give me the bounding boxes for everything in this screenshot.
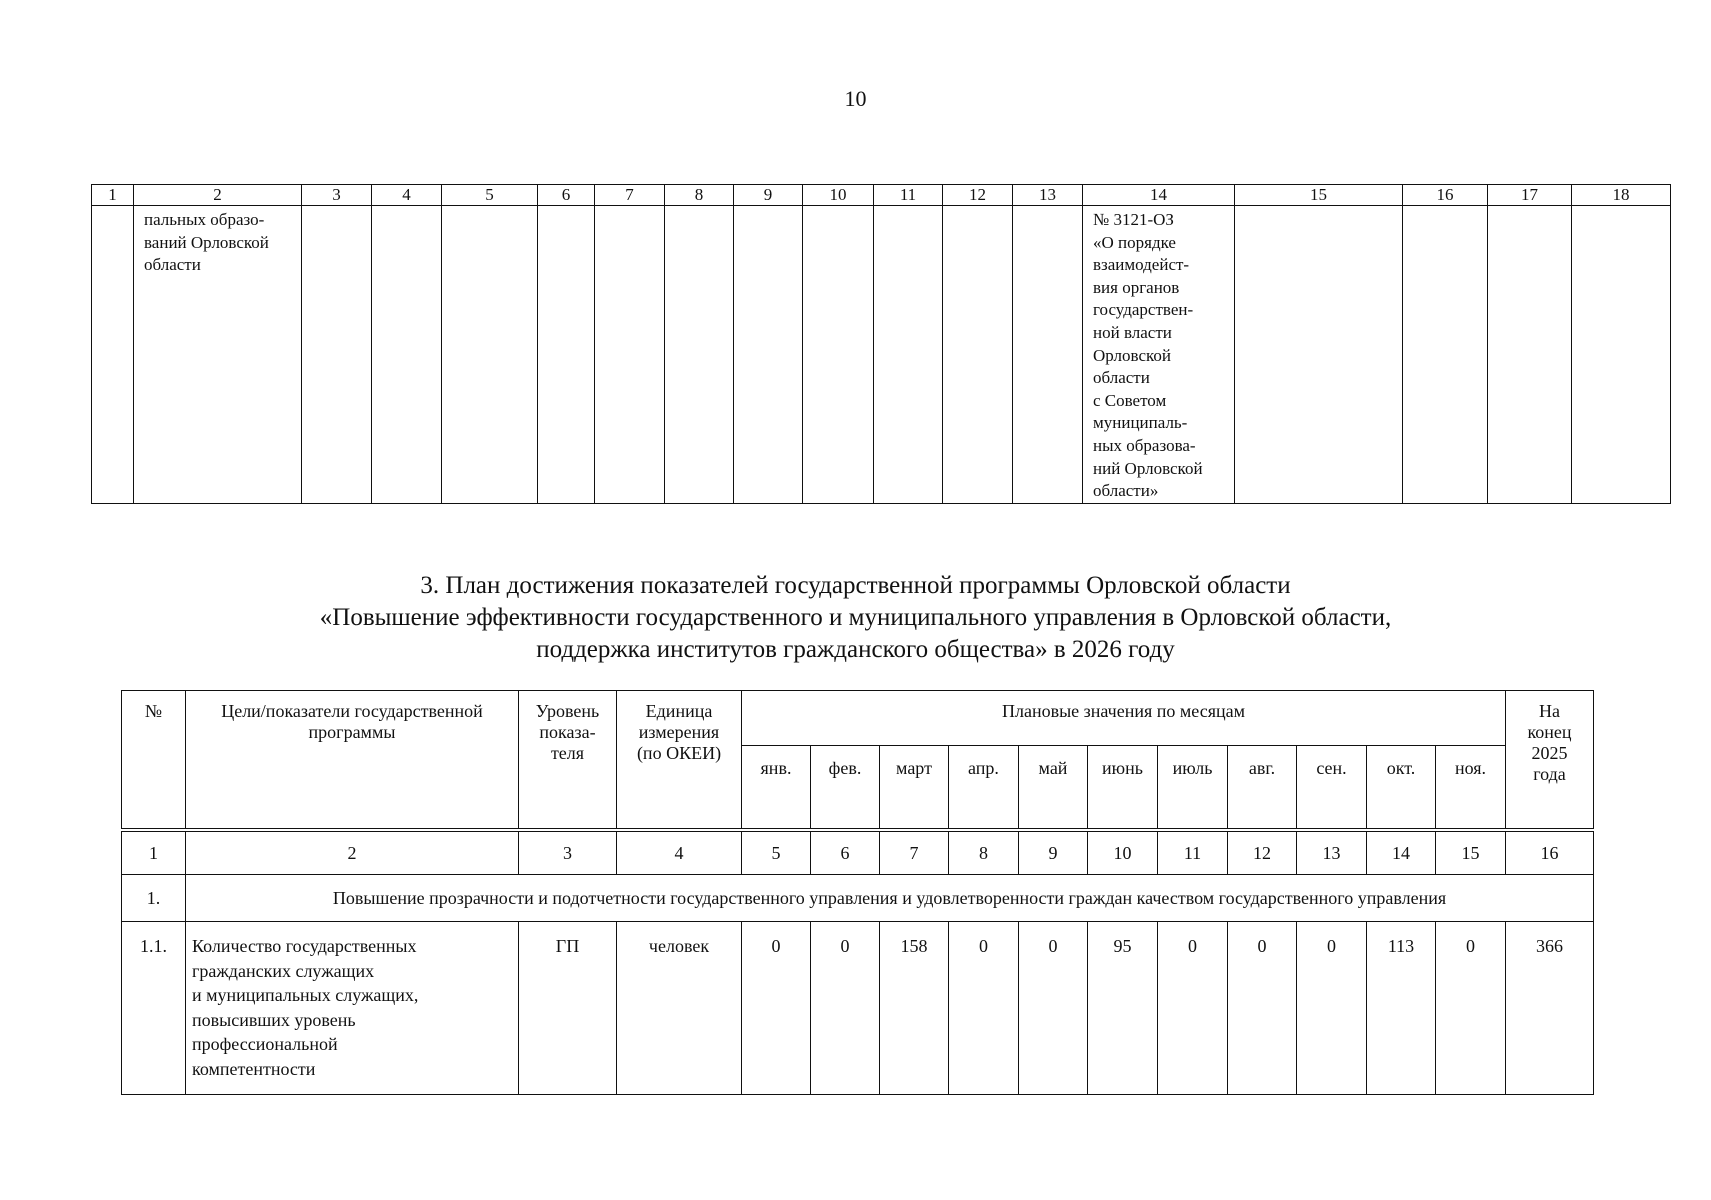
header-month: июль bbox=[1158, 746, 1228, 829]
column-number: 8 bbox=[665, 185, 734, 206]
cell bbox=[442, 206, 538, 504]
column-number: 6 bbox=[538, 185, 595, 206]
column-number: 10 bbox=[1088, 832, 1158, 875]
header-month: ноя. bbox=[1436, 746, 1506, 829]
column-number: 4 bbox=[372, 185, 442, 206]
column-number: 1 bbox=[92, 185, 134, 206]
column-number: 12 bbox=[1228, 832, 1297, 875]
page-number: 10 bbox=[844, 86, 867, 111]
column-number: 7 bbox=[595, 185, 665, 206]
section-title bbox=[0, 570, 1711, 666]
plan-header-row bbox=[122, 691, 1594, 746]
column-number: 13 bbox=[1013, 185, 1083, 206]
month-value: 95 bbox=[1088, 922, 1158, 1095]
plan-table bbox=[121, 690, 1594, 1095]
month-value: 113 bbox=[1367, 922, 1436, 1095]
header-month: окт. bbox=[1367, 746, 1436, 829]
month-value: 0 bbox=[1228, 922, 1297, 1095]
column-number: 2 bbox=[134, 185, 302, 206]
header-goals: Цели/показатели государственной программы bbox=[186, 691, 519, 829]
end-of-year-value: 366 bbox=[1506, 922, 1594, 1095]
column-number: 15 bbox=[1436, 832, 1506, 875]
column-number: 4 bbox=[617, 832, 742, 875]
continuation-body-row bbox=[92, 206, 1671, 504]
cell bbox=[1013, 206, 1083, 504]
month-value: 0 bbox=[742, 922, 811, 1095]
column-number: 14 bbox=[1367, 832, 1436, 875]
column-number: 2 bbox=[186, 832, 519, 875]
column-number: 12 bbox=[943, 185, 1013, 206]
column-number: 14 bbox=[1083, 185, 1235, 206]
header-monthly: Плановые значения по месяцам bbox=[742, 691, 1506, 746]
month-value: 0 bbox=[811, 922, 880, 1095]
header-month: апр. bbox=[949, 746, 1019, 829]
indicator-unit: человек bbox=[617, 922, 742, 1095]
column-number: 13 bbox=[1297, 832, 1367, 875]
cell bbox=[874, 206, 943, 504]
header-month: март bbox=[880, 746, 949, 829]
column-number: 11 bbox=[1158, 832, 1228, 875]
month-value: 0 bbox=[1158, 922, 1228, 1095]
cell bbox=[302, 206, 372, 504]
column-number: 5 bbox=[742, 832, 811, 875]
column-number: 7 bbox=[880, 832, 949, 875]
column-number: 8 bbox=[949, 832, 1019, 875]
goal-row bbox=[122, 875, 1594, 922]
continuation-table bbox=[91, 184, 1671, 504]
goal-number: 1. bbox=[122, 875, 186, 922]
cell bbox=[1572, 206, 1671, 504]
month-value: 0 bbox=[949, 922, 1019, 1095]
header-month: фев. bbox=[811, 746, 880, 829]
goal-text: Повышение прозрачности и подотчетности государственного управления и удовлетворенности граждан качеством государственного управления bbox=[186, 875, 1594, 922]
header-level: Уровень показа- теля bbox=[519, 691, 617, 829]
header-month: янв. bbox=[742, 746, 811, 829]
cell bbox=[803, 206, 874, 504]
cell bbox=[372, 206, 442, 504]
cell bbox=[734, 206, 803, 504]
cell bbox=[943, 206, 1013, 504]
indicator-level: ГП bbox=[519, 922, 617, 1095]
section-title-line: 3. План достижения показателей государственной программы Орловской области bbox=[420, 572, 1291, 599]
column-number: 6 bbox=[811, 832, 880, 875]
section-title-line: поддержка институтов гражданского общества» в 2026 году bbox=[536, 636, 1175, 663]
column-number: 18 bbox=[1572, 185, 1671, 206]
header-month: июнь bbox=[1088, 746, 1158, 829]
month-value: 0 bbox=[1297, 922, 1367, 1095]
month-value: 158 bbox=[880, 922, 949, 1095]
cell bbox=[665, 206, 734, 504]
header-end-of-year: На конец 2025 года bbox=[1506, 691, 1594, 829]
header-number: № bbox=[122, 691, 186, 829]
continuation-header-row bbox=[92, 185, 1671, 206]
month-value: 0 bbox=[1019, 922, 1088, 1095]
column-number: 9 bbox=[734, 185, 803, 206]
cell bbox=[1235, 206, 1403, 504]
indicator-row bbox=[122, 922, 1594, 1095]
column-number: 5 bbox=[442, 185, 538, 206]
section-title-line: «Повышение эффективности государственного и муниципального управления в Орловской области, bbox=[319, 604, 1392, 631]
indicator-name: Количество государственных гражданских служащих и муниципальных служащих, повысивших уровень профессиональной компетентности bbox=[186, 922, 519, 1095]
cell bbox=[538, 206, 595, 504]
column-number: 15 bbox=[1235, 185, 1403, 206]
column-number: 16 bbox=[1403, 185, 1488, 206]
cell bbox=[1488, 206, 1572, 504]
column-number: 3 bbox=[302, 185, 372, 206]
continuation-text-col14: № 3121-ОЗ «О порядке взаимодейст- вия органов государствен- ной власти Орловской области с Советом муниципаль- ных образова- ний Орловской области» bbox=[1083, 206, 1235, 504]
indicator-number: 1.1. bbox=[122, 922, 186, 1095]
cell bbox=[92, 206, 134, 504]
header-month: май bbox=[1019, 746, 1088, 829]
header-month: сен. bbox=[1297, 746, 1367, 829]
column-number: 3 bbox=[519, 832, 617, 875]
column-number: 10 bbox=[803, 185, 874, 206]
header-unit: Единица измерения (по ОКЕИ) bbox=[617, 691, 742, 829]
column-number: 9 bbox=[1019, 832, 1088, 875]
column-number: 1 bbox=[122, 832, 186, 875]
column-number: 11 bbox=[874, 185, 943, 206]
cell bbox=[1403, 206, 1488, 504]
month-value: 0 bbox=[1436, 922, 1506, 1095]
column-number: 16 bbox=[1506, 832, 1594, 875]
header-month: авг. bbox=[1228, 746, 1297, 829]
cell bbox=[595, 206, 665, 504]
continuation-text-col2: пальных образо- ваний Орловской области bbox=[134, 206, 302, 504]
plan-column-numbers-row bbox=[122, 832, 1594, 875]
column-number: 17 bbox=[1488, 185, 1572, 206]
